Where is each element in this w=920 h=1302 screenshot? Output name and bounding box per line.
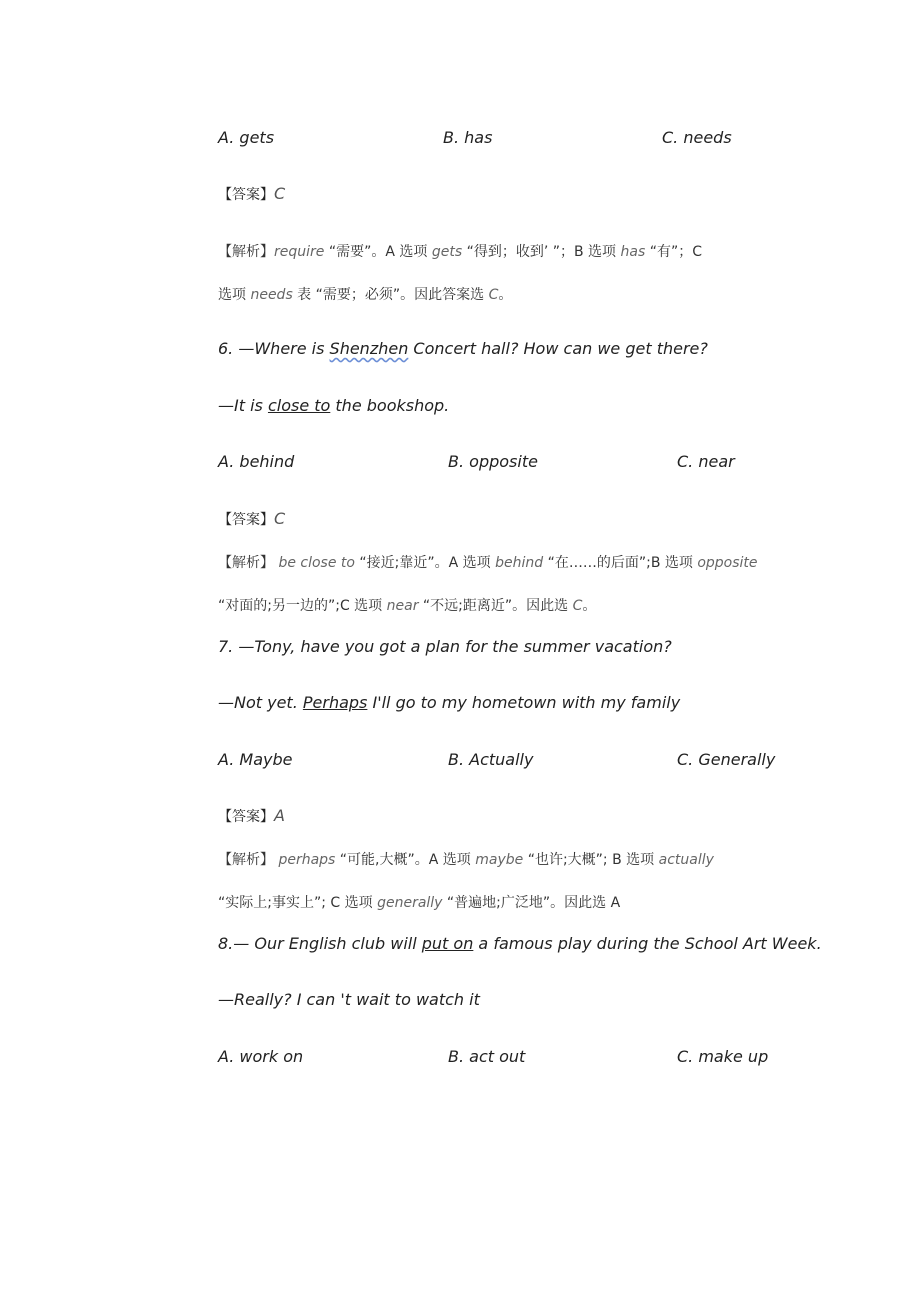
q7-option-b: B. Actually	[448, 750, 534, 769]
q7-option-c: C. Generally	[677, 750, 776, 769]
text: “接近;靠近”。A 选项	[354, 555, 496, 571]
q7-option-a: A. Maybe	[218, 750, 293, 769]
term: opposite	[697, 555, 758, 571]
q5-explanation-line2	[218, 284, 512, 304]
text: “实际上;事实上”; C 选项	[218, 895, 378, 911]
q7-explanation-line2	[218, 892, 620, 912]
q7-reply	[218, 693, 680, 712]
explain-tag: 【解析】	[218, 244, 274, 260]
q6-option-c: C. near	[677, 452, 735, 471]
q5-explanation-line1	[218, 241, 702, 261]
q6-explanation-line2	[218, 595, 596, 615]
text: “也许;大概”; B 选项	[523, 852, 659, 868]
text: a famous play during the School Art Week.	[473, 934, 822, 953]
underlined-term: Perhaps	[302, 693, 368, 712]
q8-option-a: A. work on	[218, 1047, 304, 1066]
underlined-term: put on	[421, 934, 474, 953]
text: —Not yet.	[218, 693, 303, 712]
q8-reply: —Really? I can 't wait to watch it	[218, 990, 480, 1009]
q5-option-c: C. needs	[662, 128, 732, 147]
q7-explanation-line1	[218, 849, 714, 869]
text: “得到；收到’ ”；B 选项	[462, 244, 621, 260]
underlined-term: close to	[267, 396, 331, 415]
text: “普遍地;广泛地”。因此选 A	[442, 895, 621, 911]
text: 。	[498, 287, 513, 303]
answer-tag: 【答案】	[218, 187, 274, 203]
text: I'll go to my hometown with my family	[367, 693, 681, 712]
q6-option-a: A. behind	[218, 452, 295, 471]
text: 6. —Where is	[218, 339, 330, 358]
answer-tag: 【答案】	[218, 809, 274, 825]
term: needs	[250, 287, 293, 303]
q8-stem	[218, 934, 822, 953]
term: behind	[495, 555, 544, 571]
q8-option-b: B. act out	[448, 1047, 526, 1066]
q6-explanation-line1	[218, 552, 758, 572]
q5-option-a: A. gets	[218, 128, 275, 147]
answer-tag: 【答案】	[218, 512, 274, 528]
term: generally	[377, 895, 443, 911]
term: C	[488, 287, 499, 303]
term: maybe	[475, 852, 524, 868]
q6-stem	[218, 339, 708, 358]
q6-reply	[218, 396, 449, 415]
text: 选项	[218, 287, 251, 303]
term: has	[620, 244, 646, 260]
text: “有”；C	[645, 244, 702, 260]
answer-value: C	[274, 184, 286, 203]
text: 8.— Our English club will	[218, 934, 422, 953]
term: be close to	[278, 555, 355, 571]
explain-tag: 【解析】	[218, 852, 274, 868]
explain-tag: 【解析】	[218, 555, 274, 571]
text: “不远;距离近”。因此选	[418, 598, 573, 614]
text: “在……的后面”;B 选项	[543, 555, 698, 571]
q7-answer	[218, 806, 285, 826]
text: 。	[582, 598, 597, 614]
q6-option-b: B. opposite	[448, 452, 538, 471]
term: require	[274, 244, 325, 260]
q5-option-b: B. has	[443, 128, 493, 147]
term: gets	[431, 244, 463, 260]
term: perhaps	[278, 852, 336, 868]
answer-value: A	[274, 806, 285, 825]
text: 表 “需要；必须”。因此答案选	[292, 287, 489, 303]
text: “可能,大概”。A 选项	[335, 852, 476, 868]
text: Concert hall? How can we get there?	[408, 339, 708, 358]
text: “对面的;另一边的”;C 选项	[218, 598, 387, 614]
answer-value: C	[274, 509, 286, 528]
term: C	[572, 598, 583, 614]
term: near	[386, 598, 419, 614]
term: actually	[658, 852, 714, 868]
wavy-underlined-term: Shenzhen	[329, 339, 409, 358]
q6-answer	[218, 509, 285, 529]
q7-stem: 7. —Tony, have you got a plan for the summer vacation?	[218, 637, 672, 656]
text: “需要”。A 选项	[324, 244, 432, 260]
q5-answer	[218, 184, 285, 204]
q8-option-c: C. make up	[677, 1047, 769, 1066]
text: —It is	[218, 396, 268, 415]
text: the bookshop.	[330, 396, 450, 415]
